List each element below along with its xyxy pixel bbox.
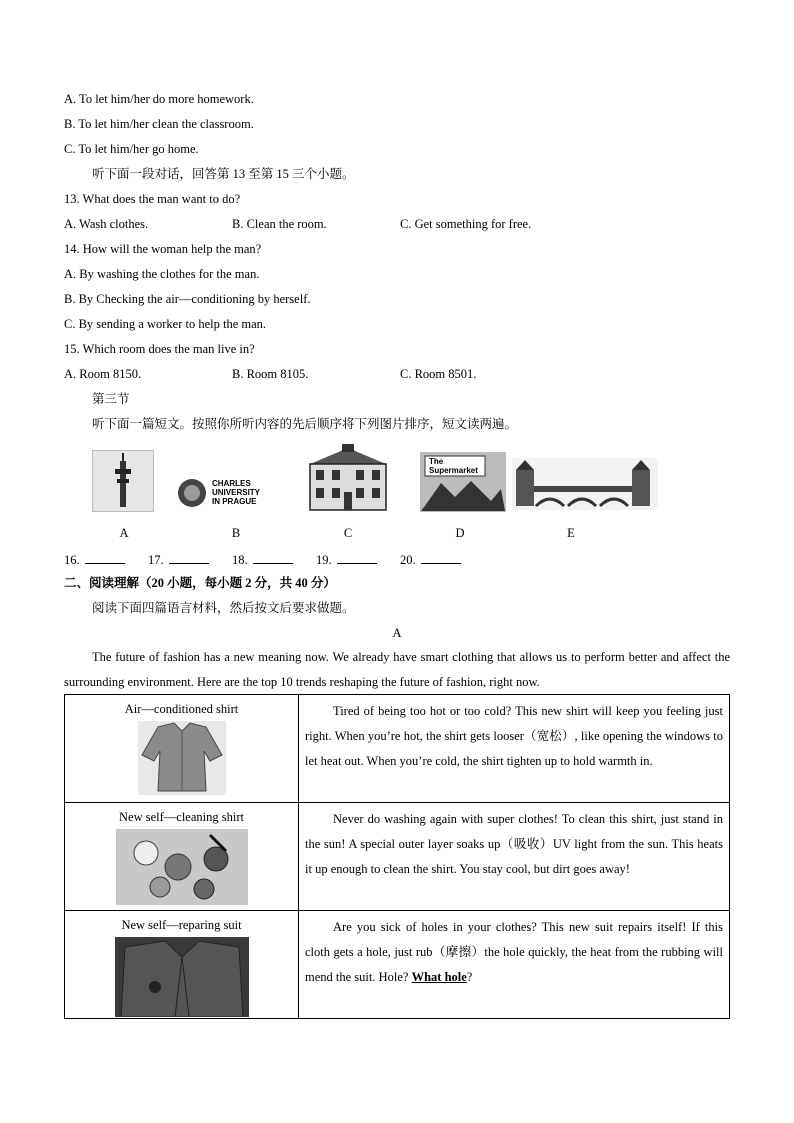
picture-label-c: C bbox=[343, 526, 353, 540]
answer-blank-19[interactable] bbox=[316, 551, 377, 568]
row-title-cell bbox=[65, 911, 299, 1019]
q12-option-a: A. To let him/her do more homework. bbox=[64, 92, 254, 106]
row-text-end: ? bbox=[466, 970, 473, 984]
q13-stem: 13. What does the man want to do? bbox=[64, 192, 241, 206]
row-title: New self—reparing suit bbox=[121, 918, 242, 932]
shirt-icon bbox=[138, 721, 226, 795]
section3-title: 第三节 bbox=[92, 392, 130, 406]
row-title: Air—conditioned shirt bbox=[124, 702, 239, 716]
supermarket-caption-2: Supermarket bbox=[429, 466, 478, 475]
q13-option-a: A. Wash clothes. bbox=[64, 217, 149, 231]
reading-heading: 二、阅读理解（20 小题，每小题 2 分，共 40 分） bbox=[64, 576, 336, 590]
self-cleaning-shirt-icon bbox=[116, 829, 248, 905]
emphasis-text: What hole bbox=[411, 970, 467, 984]
picture-label-b: B bbox=[231, 526, 241, 540]
logo-caption-1: CHARLES bbox=[212, 479, 251, 488]
picture-label-d: D bbox=[455, 526, 465, 540]
bridge-icon bbox=[512, 458, 658, 510]
picture-a bbox=[92, 450, 154, 512]
row-text: Never do washing again with super clothes! To clean this shirt, just stand in the sun! A special outer layer soaks up（吸收）UV light from the sun. This heats it up enough to clean the shirt. You stay cool, but dirt goes away! bbox=[299, 803, 730, 911]
table-row bbox=[65, 803, 730, 911]
q12-option-b: B. To let him/her clean the classroom. bbox=[64, 117, 254, 131]
picture-e bbox=[512, 458, 658, 510]
answer-blank-17[interactable] bbox=[148, 551, 209, 568]
q14-option-c: C. By sending a worker to help the man. bbox=[64, 317, 267, 331]
q15-option-b: B. Room 8105. bbox=[232, 367, 309, 381]
q15-option-c: C. Room 8501. bbox=[400, 367, 477, 381]
blank-number: 16. bbox=[64, 553, 80, 567]
table-row bbox=[65, 695, 730, 803]
picture-label-a: A bbox=[119, 526, 129, 540]
row-title-cell bbox=[65, 803, 299, 911]
supermarket-caption-1: The bbox=[429, 457, 444, 466]
q13-option-c: C. Get something for free. bbox=[400, 217, 532, 231]
picture-label-e: E bbox=[567, 526, 575, 540]
row-text-cell bbox=[299, 911, 730, 1019]
q14-stem: 14. How will the woman help the man? bbox=[64, 242, 262, 256]
answer-blank-18[interactable] bbox=[232, 551, 293, 568]
q15-stem: 15. Which room does the man live in? bbox=[64, 342, 255, 356]
logo-caption-2: UNIVERSITY bbox=[212, 488, 261, 497]
reading-instruction: 阅读下面四篇语言材料，然后按文后要求做题。 bbox=[92, 601, 355, 615]
instruction-13-15: 听下面一段对话，回答第 13 至第 15 三个小题。 bbox=[92, 167, 355, 181]
passage-intro: The future of fashion has a new meaning now. We already have smart clothing that allows us to perform better and affect the surrounding environment. Here are the top 10 trends reshaping the future of fashion, right now. bbox=[64, 650, 730, 689]
answer-blank-16[interactable] bbox=[64, 551, 125, 568]
answer-blank-20[interactable] bbox=[400, 551, 461, 568]
picture-c bbox=[292, 444, 404, 512]
blank-number: 19. bbox=[316, 553, 332, 567]
picture-b bbox=[176, 476, 286, 510]
q12-option-c: C. To let him/her go home. bbox=[64, 142, 199, 156]
table-row bbox=[65, 911, 730, 1019]
blank-number: 20. bbox=[400, 553, 416, 567]
q13-option-b: B. Clean the room. bbox=[232, 217, 327, 231]
row-text: Tired of being too hot or too cold? This new shirt will keep you feeling just right. When you’re hot, the shirt gets looser（宽松）, like opening the windows to let heat out. When you’re cold, the shirt tighten up to hold warmth in. bbox=[299, 695, 730, 803]
picture-d bbox=[420, 452, 506, 512]
tower-icon bbox=[93, 451, 153, 511]
passage-label: A bbox=[392, 626, 402, 640]
logo-caption-3: IN PRAGUE bbox=[212, 497, 257, 506]
row-text: Are you sick of holes in your clothes? This new suit repairs itself! If this cloth gets a hole, just rub（摩擦）the hole quickly, the heat from the rubbing will mend the suit. Hole? bbox=[305, 920, 723, 984]
q15-option-a: A. Room 8150. bbox=[64, 367, 142, 381]
q14-option-a: A. By washing the clothes for the man. bbox=[64, 267, 260, 281]
row-title: New self—cleaning shirt bbox=[119, 810, 244, 824]
blank-number: 17. bbox=[148, 553, 164, 567]
house-icon bbox=[292, 444, 404, 512]
trends-table bbox=[64, 694, 730, 1019]
blank-number: 18. bbox=[232, 553, 248, 567]
suit-icon bbox=[115, 937, 249, 1017]
section3-instruction: 听下面一篇短文。按照你所听内容的先后顺序将下列图片排序，短文读两遍。 bbox=[92, 417, 518, 431]
row-title-cell bbox=[65, 695, 299, 803]
q14-option-b: B. By Checking the air—conditioning by herself. bbox=[64, 292, 311, 306]
